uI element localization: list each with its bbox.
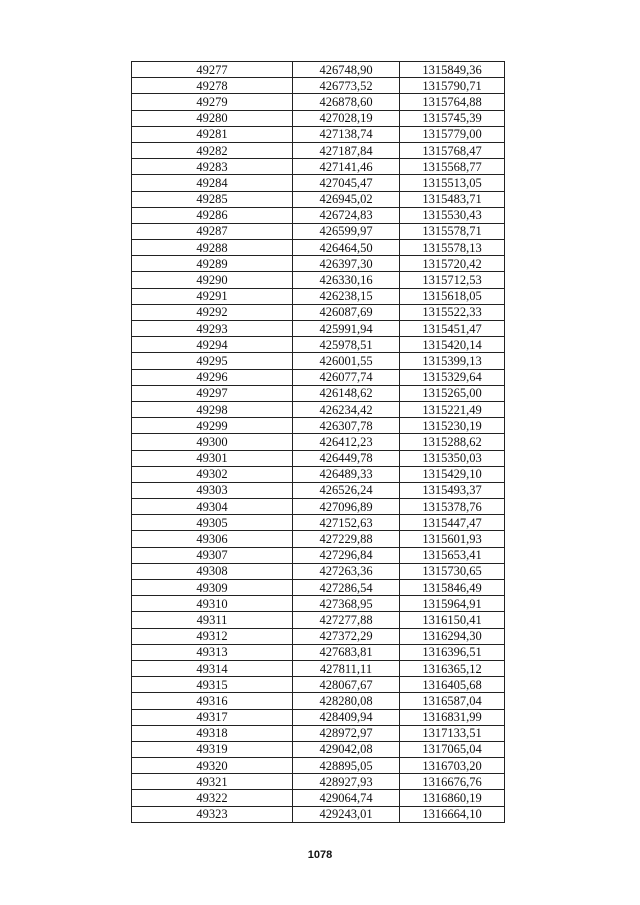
table-row — [132, 450, 505, 466]
y-coordinate-cell: 1315568,77 — [400, 159, 505, 175]
table-row — [132, 142, 505, 158]
point-number-cell: 49290 — [132, 272, 293, 288]
point-number-cell: 49295 — [132, 353, 293, 369]
table-row — [132, 418, 505, 434]
y-coordinate-cell: 1316405,68 — [400, 677, 505, 693]
y-coordinate-cell: 1315779,00 — [400, 126, 505, 142]
point-number-cell: 49321 — [132, 774, 293, 790]
x-coordinate-cell: 427138,74 — [293, 126, 400, 142]
table-row — [132, 580, 505, 596]
y-coordinate-cell: 1316664,10 — [400, 806, 505, 822]
y-coordinate-cell: 1315429,10 — [400, 466, 505, 482]
x-coordinate-cell: 427683,81 — [293, 644, 400, 660]
x-coordinate-cell: 426087,69 — [293, 304, 400, 320]
point-number-cell: 49287 — [132, 223, 293, 239]
x-coordinate-cell: 425991,94 — [293, 321, 400, 337]
y-coordinate-cell: 1316294,30 — [400, 628, 505, 644]
table-row — [132, 191, 505, 207]
point-number-cell: 49308 — [132, 563, 293, 579]
x-coordinate-cell: 427028,19 — [293, 110, 400, 126]
y-coordinate-cell: 1316396,51 — [400, 644, 505, 660]
y-coordinate-cell: 1315578,71 — [400, 223, 505, 239]
point-number-cell: 49312 — [132, 628, 293, 644]
table-row — [132, 709, 505, 725]
table-row — [132, 596, 505, 612]
x-coordinate-cell: 427263,36 — [293, 563, 400, 579]
y-coordinate-cell: 1315378,76 — [400, 499, 505, 515]
point-number-cell: 49280 — [132, 110, 293, 126]
x-coordinate-cell: 426449,78 — [293, 450, 400, 466]
x-coordinate-cell: 426330,16 — [293, 272, 400, 288]
point-number-cell: 49284 — [132, 175, 293, 191]
table-row — [132, 175, 505, 191]
x-coordinate-cell: 427368,95 — [293, 596, 400, 612]
point-number-cell: 49305 — [132, 515, 293, 531]
table-row — [132, 628, 505, 644]
point-number-cell: 49294 — [132, 337, 293, 353]
x-coordinate-cell: 427372,29 — [293, 628, 400, 644]
x-coordinate-cell: 426489,33 — [293, 466, 400, 482]
point-number-cell: 49279 — [132, 94, 293, 110]
y-coordinate-cell: 1315745,39 — [400, 110, 505, 126]
point-number-cell: 49277 — [132, 62, 293, 78]
x-coordinate-cell: 426724,83 — [293, 207, 400, 223]
table-row — [132, 466, 505, 482]
y-coordinate-cell: 1316587,04 — [400, 693, 505, 709]
x-coordinate-cell: 427187,84 — [293, 142, 400, 158]
table-row — [132, 110, 505, 126]
table-row — [132, 563, 505, 579]
y-coordinate-cell: 1315720,42 — [400, 256, 505, 272]
point-number-cell: 49304 — [132, 499, 293, 515]
y-coordinate-cell: 1315653,41 — [400, 547, 505, 563]
x-coordinate-cell: 428895,05 — [293, 758, 400, 774]
point-number-cell: 49291 — [132, 288, 293, 304]
table-row — [132, 223, 505, 239]
point-number-cell: 49318 — [132, 725, 293, 741]
point-number-cell: 49307 — [132, 547, 293, 563]
point-number-cell: 49302 — [132, 466, 293, 482]
y-coordinate-cell: 1316703,20 — [400, 758, 505, 774]
table-row — [132, 207, 505, 223]
y-coordinate-cell: 1315399,13 — [400, 353, 505, 369]
x-coordinate-cell: 429064,74 — [293, 790, 400, 806]
x-coordinate-cell: 426412,23 — [293, 434, 400, 450]
page-number: 1078 — [307, 849, 333, 861]
y-coordinate-cell: 1315846,49 — [400, 580, 505, 596]
y-coordinate-cell: 1315618,05 — [400, 288, 505, 304]
table-row — [132, 272, 505, 288]
y-coordinate-cell: 1315578,13 — [400, 240, 505, 256]
table-row — [132, 353, 505, 369]
table-row — [132, 644, 505, 660]
x-coordinate-cell: 426878,60 — [293, 94, 400, 110]
table-row — [132, 774, 505, 790]
x-coordinate-cell: 427296,84 — [293, 547, 400, 563]
table-row — [132, 499, 505, 515]
point-number-cell: 49322 — [132, 790, 293, 806]
y-coordinate-cell: 1315964,91 — [400, 596, 505, 612]
x-coordinate-cell: 427152,63 — [293, 515, 400, 531]
y-coordinate-cell: 1315288,62 — [400, 434, 505, 450]
point-number-cell: 49292 — [132, 304, 293, 320]
point-number-cell: 49323 — [132, 806, 293, 822]
x-coordinate-cell: 425978,51 — [293, 337, 400, 353]
x-coordinate-cell: 427286,54 — [293, 580, 400, 596]
y-coordinate-cell: 1315451,47 — [400, 321, 505, 337]
table-row — [132, 806, 505, 822]
point-number-cell: 49314 — [132, 660, 293, 676]
y-coordinate-cell: 1316676,76 — [400, 774, 505, 790]
point-number-cell: 49316 — [132, 693, 293, 709]
table-row — [132, 126, 505, 142]
table-row — [132, 94, 505, 110]
table-row — [132, 515, 505, 531]
y-coordinate-cell: 1315849,36 — [400, 62, 505, 78]
table-row — [132, 725, 505, 741]
point-number-cell: 49311 — [132, 612, 293, 628]
point-number-cell: 49297 — [132, 385, 293, 401]
y-coordinate-cell: 1315230,19 — [400, 418, 505, 434]
x-coordinate-cell: 426748,90 — [293, 62, 400, 78]
x-coordinate-cell: 429042,08 — [293, 741, 400, 757]
x-coordinate-cell: 426464,50 — [293, 240, 400, 256]
table-row — [132, 531, 505, 547]
point-number-cell: 49286 — [132, 207, 293, 223]
x-coordinate-cell: 427045,47 — [293, 175, 400, 191]
table-row — [132, 78, 505, 94]
point-number-cell: 49310 — [132, 596, 293, 612]
point-number-cell: 49278 — [132, 78, 293, 94]
point-number-cell: 49298 — [132, 401, 293, 417]
x-coordinate-cell: 426307,78 — [293, 418, 400, 434]
x-coordinate-cell: 426526,24 — [293, 482, 400, 498]
y-coordinate-cell: 1315447,47 — [400, 515, 505, 531]
point-number-cell: 49306 — [132, 531, 293, 547]
table-row — [132, 693, 505, 709]
y-coordinate-cell: 1317133,51 — [400, 725, 505, 741]
y-coordinate-cell: 1315768,47 — [400, 142, 505, 158]
table-row — [132, 612, 505, 628]
table-row — [132, 369, 505, 385]
x-coordinate-cell: 427811,11 — [293, 660, 400, 676]
y-coordinate-cell: 1315790,71 — [400, 78, 505, 94]
table-row — [132, 288, 505, 304]
y-coordinate-cell: 1315420,14 — [400, 337, 505, 353]
point-number-cell: 49313 — [132, 644, 293, 660]
point-number-cell: 49282 — [132, 142, 293, 158]
x-coordinate-cell: 426773,52 — [293, 78, 400, 94]
y-coordinate-cell: 1315764,88 — [400, 94, 505, 110]
table-row — [132, 240, 505, 256]
table-row — [132, 482, 505, 498]
x-coordinate-cell: 428280,08 — [293, 693, 400, 709]
point-number-cell: 49309 — [132, 580, 293, 596]
y-coordinate-cell: 1315513,05 — [400, 175, 505, 191]
y-coordinate-cell: 1316150,41 — [400, 612, 505, 628]
x-coordinate-cell: 426945,02 — [293, 191, 400, 207]
point-number-cell: 49315 — [132, 677, 293, 693]
table-row — [132, 401, 505, 417]
point-number-cell: 49296 — [132, 369, 293, 385]
table-row — [132, 304, 505, 320]
x-coordinate-cell: 429243,01 — [293, 806, 400, 822]
point-number-cell: 49320 — [132, 758, 293, 774]
x-coordinate-cell: 428927,93 — [293, 774, 400, 790]
x-coordinate-cell: 428972,97 — [293, 725, 400, 741]
y-coordinate-cell: 1316860,19 — [400, 790, 505, 806]
point-number-cell: 49303 — [132, 482, 293, 498]
x-coordinate-cell: 426234,42 — [293, 401, 400, 417]
point-number-cell: 49281 — [132, 126, 293, 142]
point-number-cell: 49283 — [132, 159, 293, 175]
y-coordinate-cell: 1315221,49 — [400, 401, 505, 417]
point-number-cell: 49300 — [132, 434, 293, 450]
x-coordinate-cell: 427096,89 — [293, 499, 400, 515]
x-coordinate-cell: 426077,74 — [293, 369, 400, 385]
y-coordinate-cell: 1315712,53 — [400, 272, 505, 288]
x-coordinate-cell: 426397,30 — [293, 256, 400, 272]
point-number-cell: 49317 — [132, 709, 293, 725]
y-coordinate-cell: 1317065,04 — [400, 741, 505, 757]
table-row — [132, 256, 505, 272]
coordinates-table-body — [132, 62, 505, 823]
x-coordinate-cell: 427277,88 — [293, 612, 400, 628]
point-number-cell: 49285 — [132, 191, 293, 207]
table-row — [132, 660, 505, 676]
table-row — [132, 434, 505, 450]
y-coordinate-cell: 1316831,99 — [400, 709, 505, 725]
table-row — [132, 337, 505, 353]
coordinates-table — [131, 61, 505, 823]
table-row — [132, 677, 505, 693]
point-number-cell: 49319 — [132, 741, 293, 757]
x-coordinate-cell: 428409,94 — [293, 709, 400, 725]
point-number-cell: 49299 — [132, 418, 293, 434]
x-coordinate-cell: 427229,88 — [293, 531, 400, 547]
y-coordinate-cell: 1315601,93 — [400, 531, 505, 547]
y-coordinate-cell: 1315350,03 — [400, 450, 505, 466]
y-coordinate-cell: 1315265,00 — [400, 385, 505, 401]
y-coordinate-cell: 1315730,65 — [400, 563, 505, 579]
table-row — [132, 547, 505, 563]
table-row — [132, 62, 505, 78]
y-coordinate-cell: 1315329,64 — [400, 369, 505, 385]
point-number-cell: 49293 — [132, 321, 293, 337]
x-coordinate-cell: 426148,62 — [293, 385, 400, 401]
table-row — [132, 790, 505, 806]
point-number-cell: 49289 — [132, 256, 293, 272]
table-row — [132, 758, 505, 774]
y-coordinate-cell: 1315530,43 — [400, 207, 505, 223]
y-coordinate-cell: 1316365,12 — [400, 660, 505, 676]
table-row — [132, 321, 505, 337]
table-row — [132, 741, 505, 757]
y-coordinate-cell: 1315493,37 — [400, 482, 505, 498]
table-row — [132, 159, 505, 175]
x-coordinate-cell: 426001,55 — [293, 353, 400, 369]
y-coordinate-cell: 1315483,71 — [400, 191, 505, 207]
x-coordinate-cell: 426599,97 — [293, 223, 400, 239]
x-coordinate-cell: 428067,67 — [293, 677, 400, 693]
x-coordinate-cell: 426238,15 — [293, 288, 400, 304]
table-row — [132, 385, 505, 401]
point-number-cell: 49301 — [132, 450, 293, 466]
point-number-cell: 49288 — [132, 240, 293, 256]
x-coordinate-cell: 427141,46 — [293, 159, 400, 175]
y-coordinate-cell: 1315522,33 — [400, 304, 505, 320]
